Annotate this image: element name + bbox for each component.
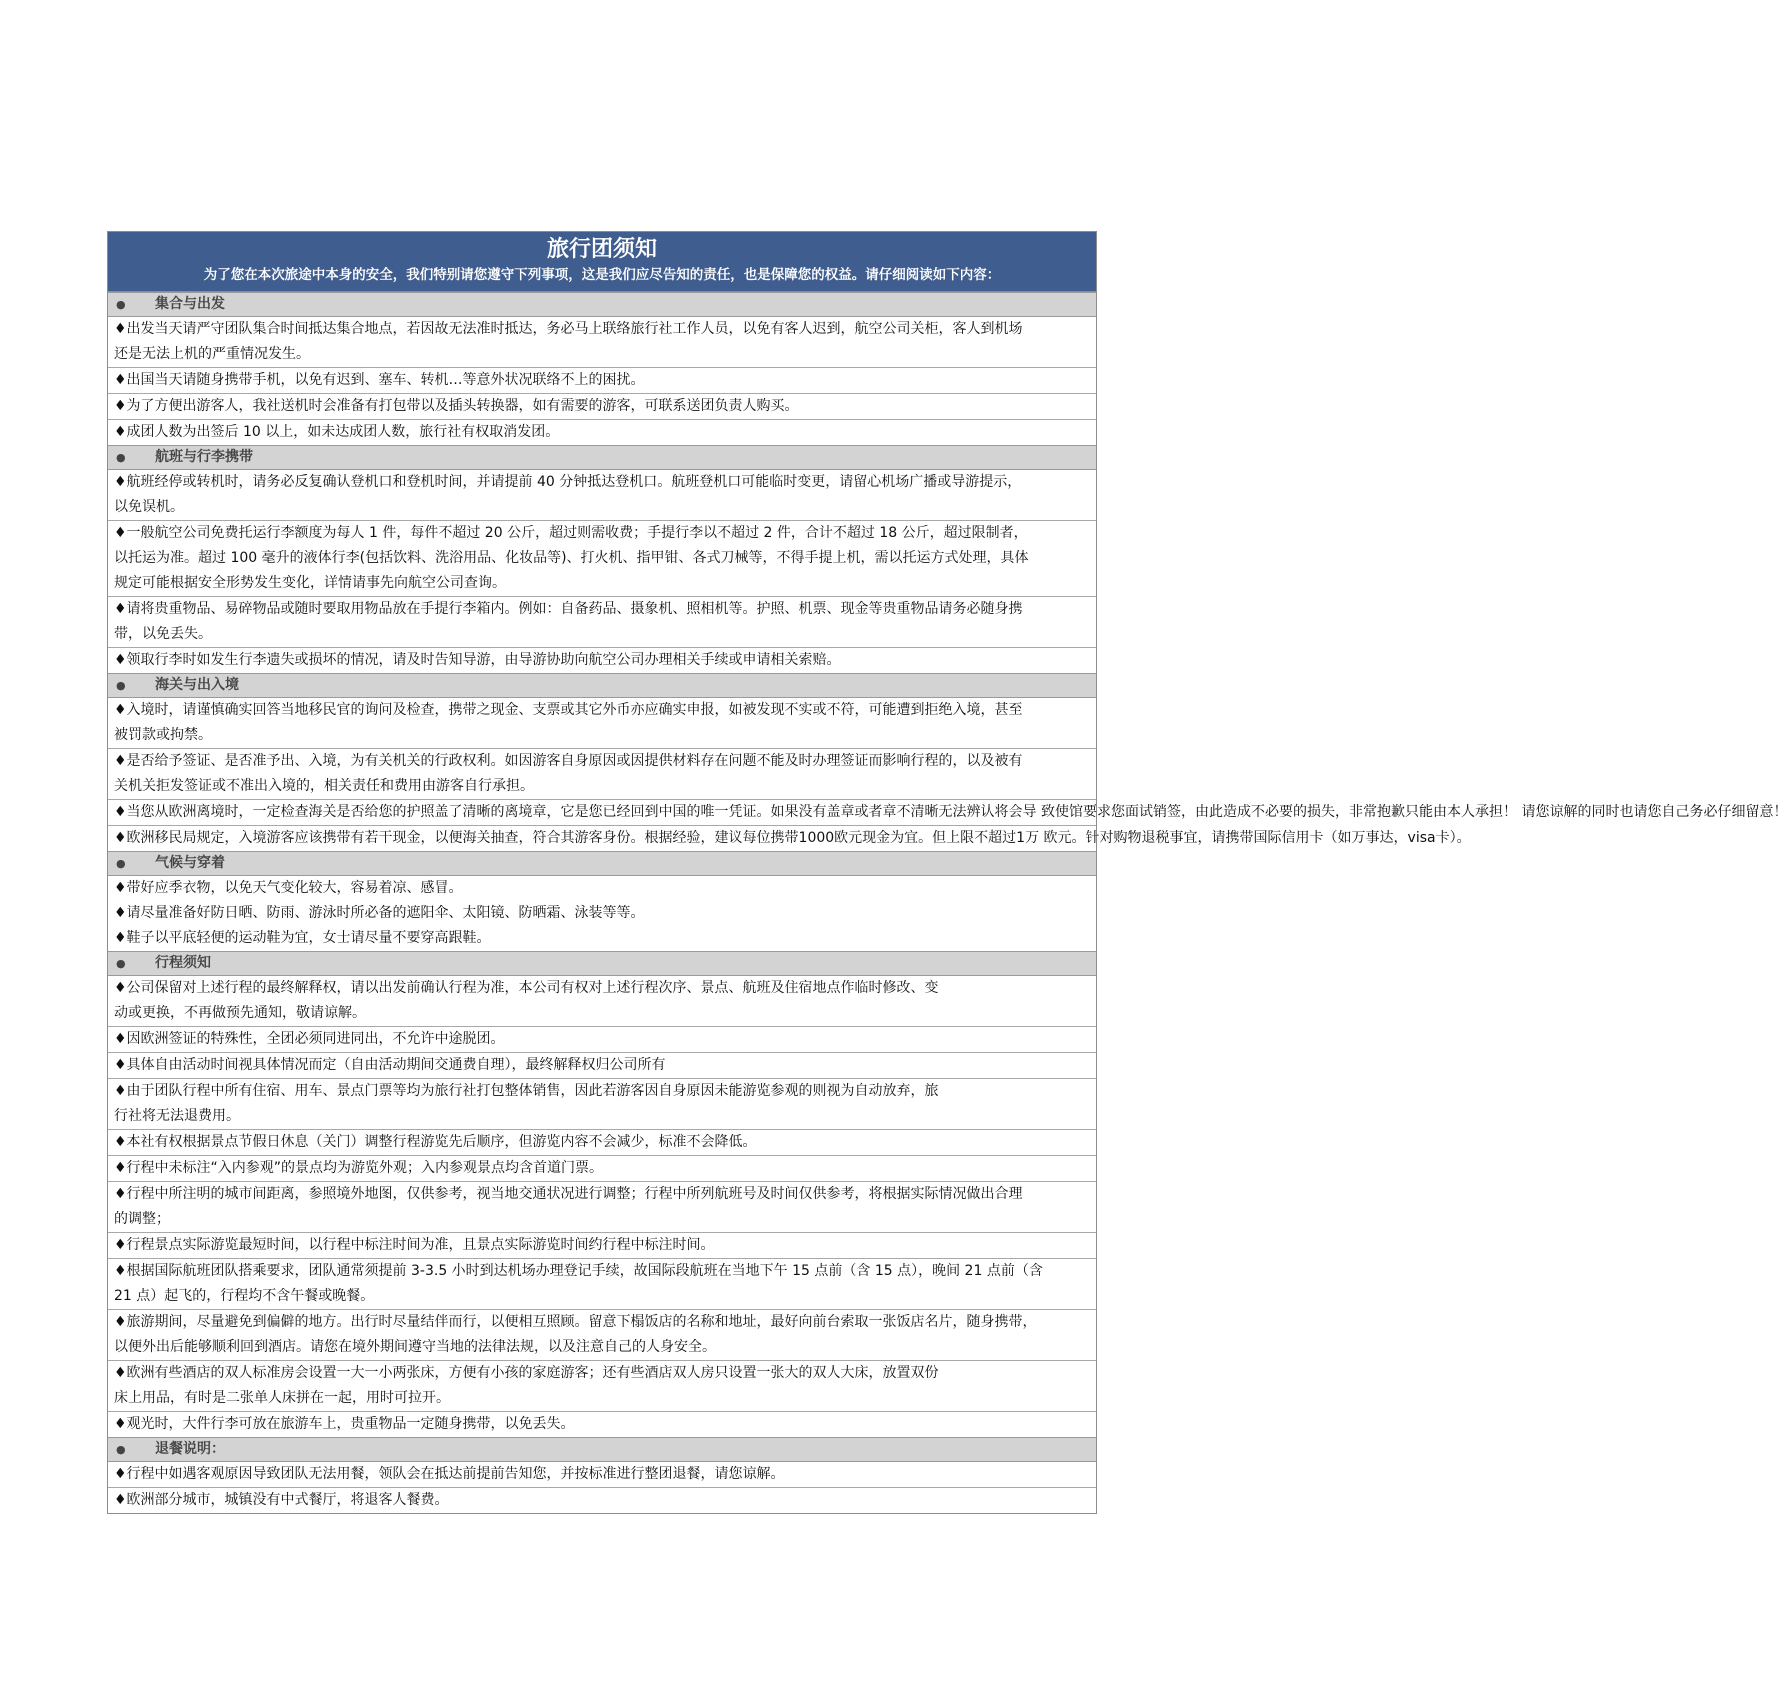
notice-item: ♦行程景点实际游览最短时间，以行程中标注时间为准，且景点实际游览时间约行程中标注时间。 bbox=[108, 1233, 1096, 1259]
notice-item: ♦成团人数为出签后 10 以上，如未达成团人数，旅行社有权取消发团。 bbox=[114, 424, 560, 440]
notice-item: ♦出发当天请严守团队集合时间抵达集合地点，若因故无法准时抵达，务必马上联络旅行社工作人员，以免有客人迟到，航空公司关柜，客人到机场 还是无法上机的严重情况发生。 bbox=[108, 317, 1096, 368]
notice-item: ♦请将贵重物品、易碎物品或随时要取用物品放在手提行李箱内。例如：自备药品、摄象机、照相机等。护照、机票、现金等贵重物品请务必随身携 带，以免丢失。 bbox=[108, 597, 1096, 648]
notice-item: ♦航班经停或转机时，请务必反复确认登机口和登机时间，并请提前 40 分钟抵达登机口。航班登机口可能临时变更，请留心机场广播或导游提示， 以免误机。 bbox=[108, 470, 1096, 521]
notice-item: ♦带好应季衣物，以免天气变化较大，容易着凉、感冒。 bbox=[114, 880, 463, 896]
notice-item: ♦一般航空公司免费托运行李额度为每人 1 件，每件不超过 20 公斤，超过则需收费；手提行李以不超过 2 件，合计不超过 18 公斤，超过限制者， 以托运为准。超过 100 毫升的液体行李(包括饮料、洗浴用品、化妆品等)、打火机、指甲钳、各式刀械等，不得手提上机，需以托运方式处理，具体 规定可能根据安全形势发生变化，详情请事先向航空公司查询。 bbox=[108, 521, 1096, 597]
notice-item: ♦本社有权根据景点节假日休息（关门）调整行程游览先后顺序，但游览内容不会减少，标准不会降低。 bbox=[108, 1130, 1096, 1156]
section-heading-meal-refund bbox=[108, 1437, 1096, 1462]
section-heading-flights-luggage bbox=[108, 445, 1096, 470]
section-heading-label: 集合与出发 bbox=[155, 296, 225, 312]
notice-item: ♦出国当天请随身携带手机，以免有迟到、塞车、转机…等意外状况联络不上的困扰。 bbox=[108, 368, 1096, 394]
notice-item: ♦领取行李时如发生行李遗失或损坏的情况，请及时告知导游，由导游协助向航空公司办理相关手续或申请相关索赔。 bbox=[114, 652, 841, 668]
travel-notice-document bbox=[107, 231, 1787, 1514]
notice-item: ♦欧洲有些酒店的双人标准房会设置一大一小两张床，方便有小孩的家庭游客；还有些酒店双人房只设置一张大的双人大床，放置双份 床上用品，有时是二张单人床拼在一起，用时可拉开。 bbox=[108, 1361, 1096, 1412]
notice-item: ♦具体自由活动时间视具体情况而定（自由活动期间交通费自理），最终解释权归公司所有 bbox=[108, 1053, 1096, 1079]
notice-item: ♦鞋子以平底轻便的运动鞋为宜，女士请尽量不要穿高跟鞋。 bbox=[114, 930, 491, 946]
notice-item: ♦由于团队行程中所有住宿、用车、景点门票等均为旅行社打包整体销售，因此若游客因自身原因未能游览参观的则视为自动放弃，旅 行社将无法退费用。 bbox=[108, 1079, 1096, 1130]
section-heading-label: 气候与穿着 bbox=[155, 855, 225, 871]
notice-item: ♦行程中未标注“入内参观”的景点均为游览外观；入内参观景点均含首道门票。 bbox=[108, 1156, 1096, 1182]
section-heading-customs-immigration bbox=[108, 673, 1096, 698]
section-heading-assembly bbox=[108, 292, 1096, 317]
notice-item: ♦请尽量准备好防日晒、防雨、游泳时所必备的遮阳伞、太阳镜、防晒霜、泳装等等。 bbox=[114, 905, 645, 921]
section-heading-label: 行程须知 bbox=[155, 955, 211, 971]
bullet-icon: ● bbox=[116, 957, 126, 970]
notice-item: ♦为了方便出游客人，我社送机时会准备有打包带以及插头转换器，如有需要的游客，可联系送团负责人购买。 bbox=[108, 394, 1096, 420]
section-heading-label: 航班与行李携带 bbox=[155, 449, 253, 465]
bullet-icon: ● bbox=[116, 451, 126, 464]
notice-item: ♦旅游期间，尽量避免到偏僻的地方。出行时尽量结伴而行，以便相互照顾。留意下榻饭店的名称和地址，最好向前台索取一张饭店名片，随身携带， 以便外出后能够顺利回到酒店。请您在境外期间遵守当地的法律法规，以及注意自己的人身安全。 bbox=[108, 1310, 1096, 1361]
notice-item: ♦入境时，请谨慎确实回答当地移民官的询问及检查，携带之现金、支票或其它外币亦应确实申报，如被发现不实或不符，可能遭到拒绝入境，甚至 被罚款或拘禁。 bbox=[108, 698, 1096, 749]
bullet-icon: ● bbox=[116, 679, 126, 692]
section-heading-itinerary-notes bbox=[108, 951, 1096, 976]
notice-item: ♦因欧洲签证的特殊性，全团必须同进同出，不允许中途脱团。 bbox=[108, 1027, 1096, 1053]
document-title: 旅行团须知 bbox=[546, 237, 657, 262]
notice-item: ♦欧洲移民局规定，入境游客应该携带有若干现金，以便海关抽查，符合其游客身份。根据经验，建议每位携带1000欧元现金为宜。但上限不超过1万 欧元。针对购物退税事宜，请携带国际信用卡（如万事达，visa卡）。 bbox=[114, 830, 1471, 846]
notice-item: ♦当您从欧洲离境时，一定检查海关是否给您的护照盖了清晰的离境章，它是您已经回到中国的唯一凭证。如果没有盖章或者章不清晰无法辨认将会导 致使馆要求您面试销签，由此造成不必要的损失，非常抱歉只能由本人承担！ 请您谅解的同时也请您自己务必仔细留意！ bbox=[108, 800, 1096, 826]
notice-item: ♦行程中所注明的城市间距离，参照境外地图，仅供参考，视当地交通状况进行调整；行程中所列航班号及时间仅供参考，将根据实际情况做出合理 的调整； bbox=[108, 1182, 1096, 1233]
document-subtitle: 为了您在本次旅途中本身的安全，我们特别请您遵守下列事项，这是我们应尽告知的责任，也是保障您的权益。请仔细阅读如下内容： bbox=[203, 267, 1001, 283]
section-heading-label: 海关与出入境 bbox=[155, 677, 239, 693]
section-heading-label: 退餐说明： bbox=[155, 1441, 225, 1457]
notice-item: ♦观光时，大件行李可放在旅游车上，贵重物品一定随身携带，以免丢失。 bbox=[114, 1416, 575, 1432]
bullet-icon: ● bbox=[116, 298, 126, 311]
section-heading-climate-clothing bbox=[108, 851, 1096, 876]
bullet-icon: ● bbox=[116, 857, 126, 870]
document-header bbox=[108, 232, 1096, 292]
notice-item: ♦公司保留对上述行程的最终解释权，请以出发前确认行程为准，本公司有权对上述行程次序、景点、航班及住宿地点作临时修改、变 动或更换，不再做预先通知，敬请谅解。 bbox=[108, 976, 1096, 1027]
bullet-icon: ● bbox=[116, 1443, 126, 1456]
notice-item: ♦是否给予签证、是否准予出、入境，为有关机关的行政权利。如因游客自身原因或因提供材料存在问题不能及时办理签证而影响行程的，以及被有 关机关拒发签证或不准出入境的，相关责任和费用由游客自行承担。 bbox=[108, 749, 1096, 800]
notice-item: ♦根据国际航班团队搭乘要求，团队通常须提前 3-3.5 小时到达机场办理登记手续，故国际段航班在当地下午 15 点前（含 15 点），晚间 21 点前（含 21 点）起飞的，行程均不含午餐或晚餐。 bbox=[108, 1259, 1096, 1310]
notice-item: ♦行程中如遇客观原因导致团队无法用餐，领队会在抵达前提前告知您，并按标准进行整团退餐，请您谅解。 bbox=[108, 1462, 1096, 1488]
notice-item: ♦欧洲部分城市，城镇没有中式餐厅，将退客人餐费。 bbox=[114, 1492, 449, 1508]
